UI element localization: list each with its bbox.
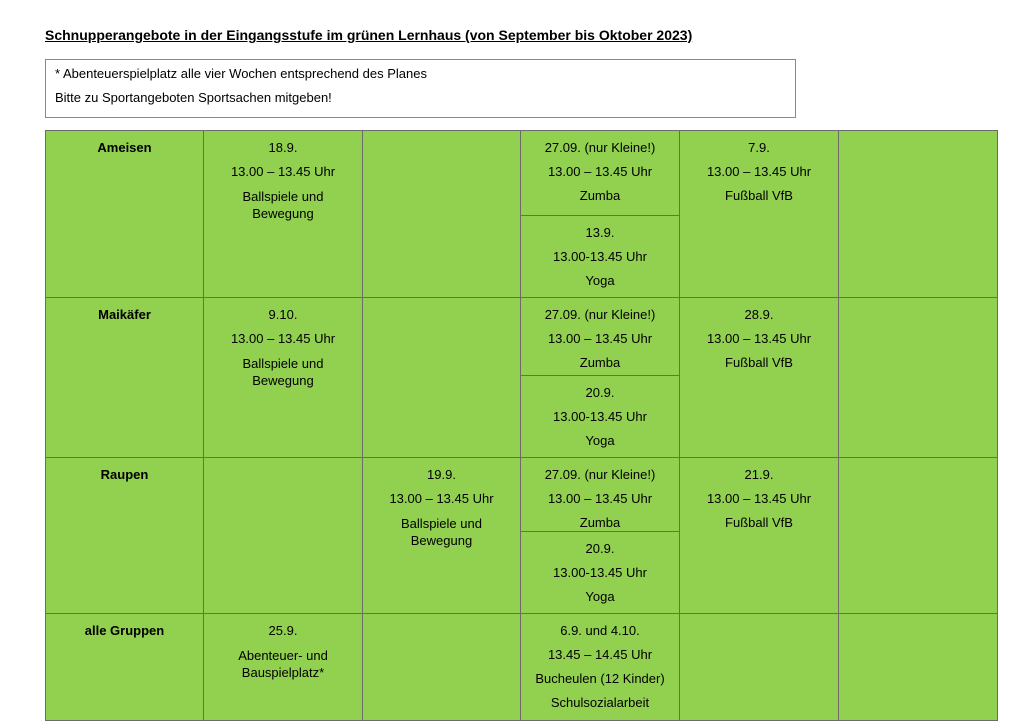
event-note: Schulsozialarbeit <box>550 695 650 710</box>
event-time: 13.00 – 13.45 Uhr <box>706 491 812 506</box>
schedule-cell <box>204 614 363 721</box>
event-date: 20.9. <box>585 541 615 556</box>
schedule-cell <box>680 298 839 458</box>
empty-cell <box>204 458 363 614</box>
event-date: 20.9. <box>585 385 615 400</box>
group-cell <box>46 614 204 721</box>
event-time: 13.00 – 13.45 Uhr <box>706 164 812 179</box>
schedule-cell <box>680 131 839 298</box>
event-activity: Zumba <box>579 355 621 370</box>
event-time: 13.00-13.45 Uhr <box>553 249 647 264</box>
event-time: 13.00 – 13.45 Uhr <box>230 164 336 179</box>
event-time: 13.00 – 13.45 Uhr <box>547 491 653 506</box>
event-activity: Zumba <box>579 188 621 203</box>
empty-cell <box>839 458 998 614</box>
event-date: 27.09. (nur Kleine!) <box>544 307 656 322</box>
table-row <box>46 131 998 298</box>
table-row <box>46 614 998 721</box>
event-date: 27.09. (nur Kleine!) <box>544 140 656 155</box>
schedule-cell <box>204 131 363 298</box>
event-activity: Ballspiele und Bewegung <box>242 356 324 388</box>
event-time: 13.00-13.45 Uhr <box>553 565 647 580</box>
schedule-cell <box>363 458 521 614</box>
event-time: 13.00 – 13.45 Uhr <box>706 331 812 346</box>
event-activity: Yoga <box>585 433 615 448</box>
document-title: Schnupperangebote in der Eingangsstufe im grünen Lernhaus (von September bis Oktober 2023) <box>45 27 693 43</box>
event-activity: Abenteuer- und Bauspielplatz* <box>238 648 328 680</box>
empty-cell <box>839 298 998 458</box>
event-date: 18.9. <box>268 140 298 155</box>
event-time: 13.00 – 13.45 Uhr <box>389 491 494 506</box>
event-time: 13.45 – 14.45 Uhr <box>547 647 653 662</box>
schedule-cell-split <box>521 458 680 614</box>
schedule-cell-split <box>521 298 680 458</box>
event-time: 13.00 – 13.45 Uhr <box>547 331 653 346</box>
event-date: 9.10. <box>268 307 298 322</box>
note-line: Bitte zu Sportangeboten Sportsachen mitgeben! <box>55 90 332 105</box>
event-activity: Yoga <box>585 589 615 604</box>
schedule-cell <box>521 614 680 721</box>
group-cell <box>46 131 204 298</box>
schedule-table <box>45 130 998 721</box>
empty-cell <box>839 614 998 721</box>
event-date: 7.9. <box>748 140 770 155</box>
event-time: 13.00 – 13.45 Uhr <box>230 331 336 346</box>
event-date: 25.9. <box>268 623 298 638</box>
event-date: 27.09. (nur Kleine!) <box>544 467 656 482</box>
group-name: alle Gruppen <box>84 623 165 638</box>
event-activity: Yoga <box>585 273 615 288</box>
event-activity: Zumba <box>579 515 621 530</box>
event-date: 19.9. <box>427 467 456 482</box>
group-name: Raupen <box>100 467 149 482</box>
event-date: 13.9. <box>585 225 615 240</box>
notes-box <box>45 59 796 118</box>
note-line: * Abenteuerspielplatz alle vier Wochen entsprechend des Planes <box>55 66 427 81</box>
table-row <box>46 298 998 458</box>
empty-cell <box>363 298 521 458</box>
event-time: 13.00 – 13.45 Uhr <box>547 164 653 179</box>
event-activity: Fußball VfB <box>725 355 793 370</box>
empty-cell <box>363 614 521 721</box>
empty-cell <box>363 131 521 298</box>
group-name: Ameisen <box>97 140 152 155</box>
group-cell <box>46 298 204 458</box>
event-date: 28.9. <box>744 307 774 322</box>
event-activity: Ballspiele und Bewegung <box>401 516 482 548</box>
event-date: 6.9. und 4.10. <box>560 623 640 638</box>
table-row <box>46 458 998 614</box>
event-activity: Bucheulen (12 Kinder) <box>535 671 665 686</box>
group-name: Maikäfer <box>98 307 151 322</box>
group-cell <box>46 458 204 614</box>
schedule-cell-split <box>521 131 680 298</box>
event-activity: Ballspiele und Bewegung <box>242 189 324 221</box>
empty-cell <box>839 131 998 298</box>
event-date: 21.9. <box>744 467 774 482</box>
schedule-cell <box>204 298 363 458</box>
event-activity: Fußball VfB <box>725 515 793 530</box>
empty-cell <box>680 614 839 721</box>
event-activity: Fußball VfB <box>725 188 793 203</box>
schedule-cell <box>680 458 839 614</box>
event-time: 13.00-13.45 Uhr <box>553 409 647 424</box>
